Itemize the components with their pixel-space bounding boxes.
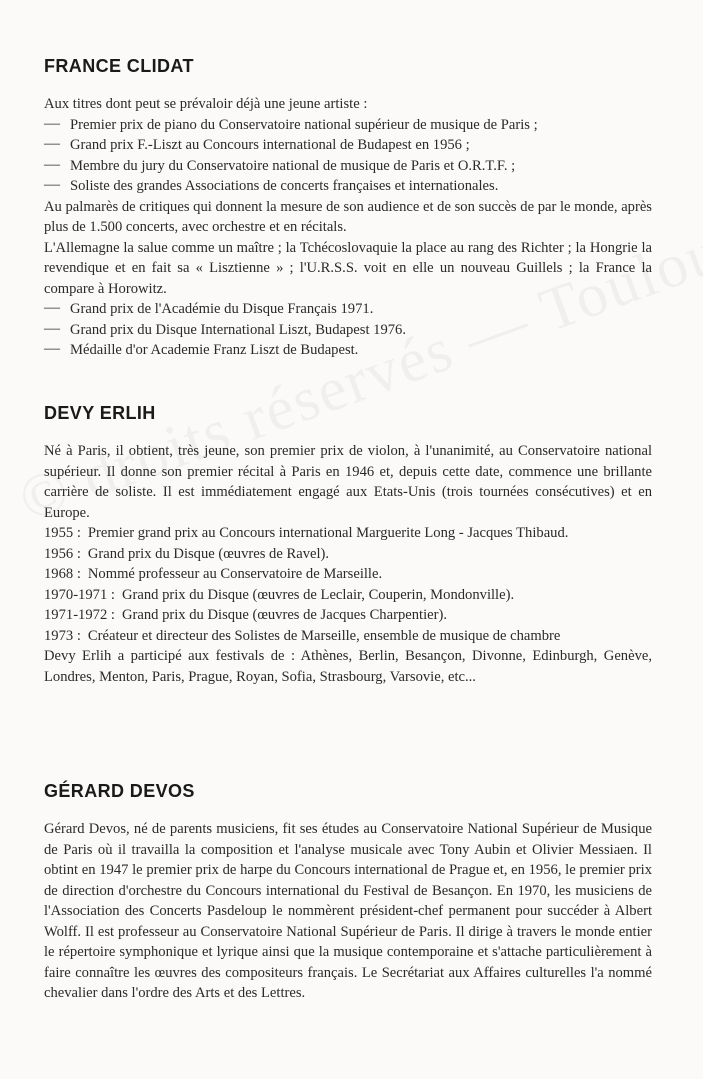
list-item-text: Soliste des grandes Associations de concerts françaises et internationales. xyxy=(70,178,499,194)
list-item-text: Grand prix du Disque International Liszt, Budapest 1976. xyxy=(70,321,406,338)
paragraph: Devy Erlih a participé aux festivals de : Athènes, Berlin, Besançon, Divonne, Edinburgh, Genève, Londres, Menton, Paris, Prague, Royan, Sofia, Strasbourg, Varsovie, etc... xyxy=(44,648,652,685)
event-row xyxy=(44,544,652,565)
section-title: DEVY ERLIH xyxy=(44,403,156,423)
dash-mark: — xyxy=(44,176,60,193)
event-year: 1955 : xyxy=(44,525,81,541)
event-row xyxy=(44,564,652,585)
dash-mark: — xyxy=(44,155,60,173)
intro-line: Aux titres dont peut se prévaloir déjà une jeune artiste : xyxy=(44,96,368,112)
list-item xyxy=(44,176,652,197)
event-text: Premier grand prix au Concours international Marguerite Long - Jacques Thibaud. xyxy=(87,525,569,541)
section-devy-erlih xyxy=(44,403,652,687)
list-item xyxy=(44,340,652,361)
event-row xyxy=(44,585,652,606)
list-item-text: Premier prix de piano du Conservatoire national supérieur de musique de Paris ; xyxy=(70,116,538,133)
event-row xyxy=(44,605,652,626)
section-france-clidat xyxy=(44,56,652,361)
dash-mark: — xyxy=(44,299,60,316)
event-year: 1973 : xyxy=(44,627,81,644)
event-year: 1956 : xyxy=(44,545,81,562)
event-row xyxy=(44,523,652,544)
paragraph: Né à Paris, il obtient, très jeune, son premier prix de violon, à l'unanimité, au Conservatoire national supérieur. Il donne son premier récital à Paris en 1946 et, depuis cette date, commence une brillante carrière de soliste. Il est immédiatement engagé aux Etats-Unis (trois tournées consécutives) et en Europe. xyxy=(44,443,652,521)
paragraph: Au palmarès de critiques qui donnent la mesure de son audience et de son succès de par le monde, après plus de 1.500 concerts, avec orchestre et en récitals. xyxy=(44,198,652,235)
section-title: GÉRARD DEVOS xyxy=(44,781,195,801)
section-title: FRANCE CLIDAT xyxy=(44,56,194,76)
list-item xyxy=(44,115,652,136)
list-item-text: Médaille d'or Academie Franz Liszt de Budapest. xyxy=(70,342,359,358)
paragraph: L'Allemagne la salue comme un maître ; la Tchécoslovaquie la place au rang des Richter ; la Hongrie la revendique et en fait sa « Lisztienne » ; l'U.R.S.S. voit en elle un nouveau Guillels ; la France la compare à Horowitz. xyxy=(44,239,652,297)
paragraph: Gérard Devos, né de parents musiciens, fit ses études au Conservatoire National Supérieur de Musique de Paris où il travailla la composition et l'analyse musicale avec Tony Aubin et Olivier Messiaen. Il obtint en 1947 le premier prix de harpe du Concours international de Prague et, en 1956, le premier prix de direction d'orchestre du Concours international du Festival de Besançon. En 1970, les musiciens de l'Association des Concerts Pasdeloup le nommèrent président-chef permanent pour succéder à Albert Wolff. Il est professeur au Conservatoire National Supérieur de Paris. Il dirige à travers le monde entier le répertoire symphonique et lyrique ainsi que la musique contemporaine et s'attache particulièrement à faire connaître les œuvres des compositeurs français. Le Secrétariat aux Affaires culturelles l'a nommé chevalier dans l'ordre des Arts et des Lettres. xyxy=(44,821,652,1001)
dash-mark: — xyxy=(44,319,60,337)
event-year: 1971-1972 : xyxy=(44,607,115,623)
section-gerard-devos xyxy=(44,781,652,1004)
dash-mark: — xyxy=(44,340,60,357)
list-item xyxy=(44,320,652,341)
event-text: Créateur et directeur des Solistes de Marseille, ensemble de musique de chambre xyxy=(87,627,561,644)
list-item-text: Membre du jury du Conservatoire national de musique de Paris et O.R.T.F. ; xyxy=(70,157,516,174)
dash-mark: — xyxy=(44,135,60,152)
event-text: Grand prix du Disque (œuvres de Jacques Charpentier). xyxy=(121,607,447,623)
event-text: Nommé professeur au Conservatoire de Marseille. xyxy=(87,566,383,582)
event-row xyxy=(44,626,652,647)
event-text: Grand prix du Disque (œuvres de Ravel). xyxy=(87,545,330,562)
list-item xyxy=(44,135,652,156)
list-item xyxy=(44,156,652,177)
list-item-text: Grand prix de l'Académie du Disque Français 1971. xyxy=(70,301,374,317)
list-item-text: Grand prix F.-Liszt au Concours international de Budapest en 1956 ; xyxy=(70,137,470,153)
event-year: 1970-1971 : xyxy=(44,586,115,603)
event-text: Grand prix du Disque (œuvres de Leclair, Couperin, Mondonville). xyxy=(121,586,515,603)
dash-mark: — xyxy=(44,114,60,132)
event-year: 1968 : xyxy=(44,566,81,582)
list-item xyxy=(44,299,652,320)
